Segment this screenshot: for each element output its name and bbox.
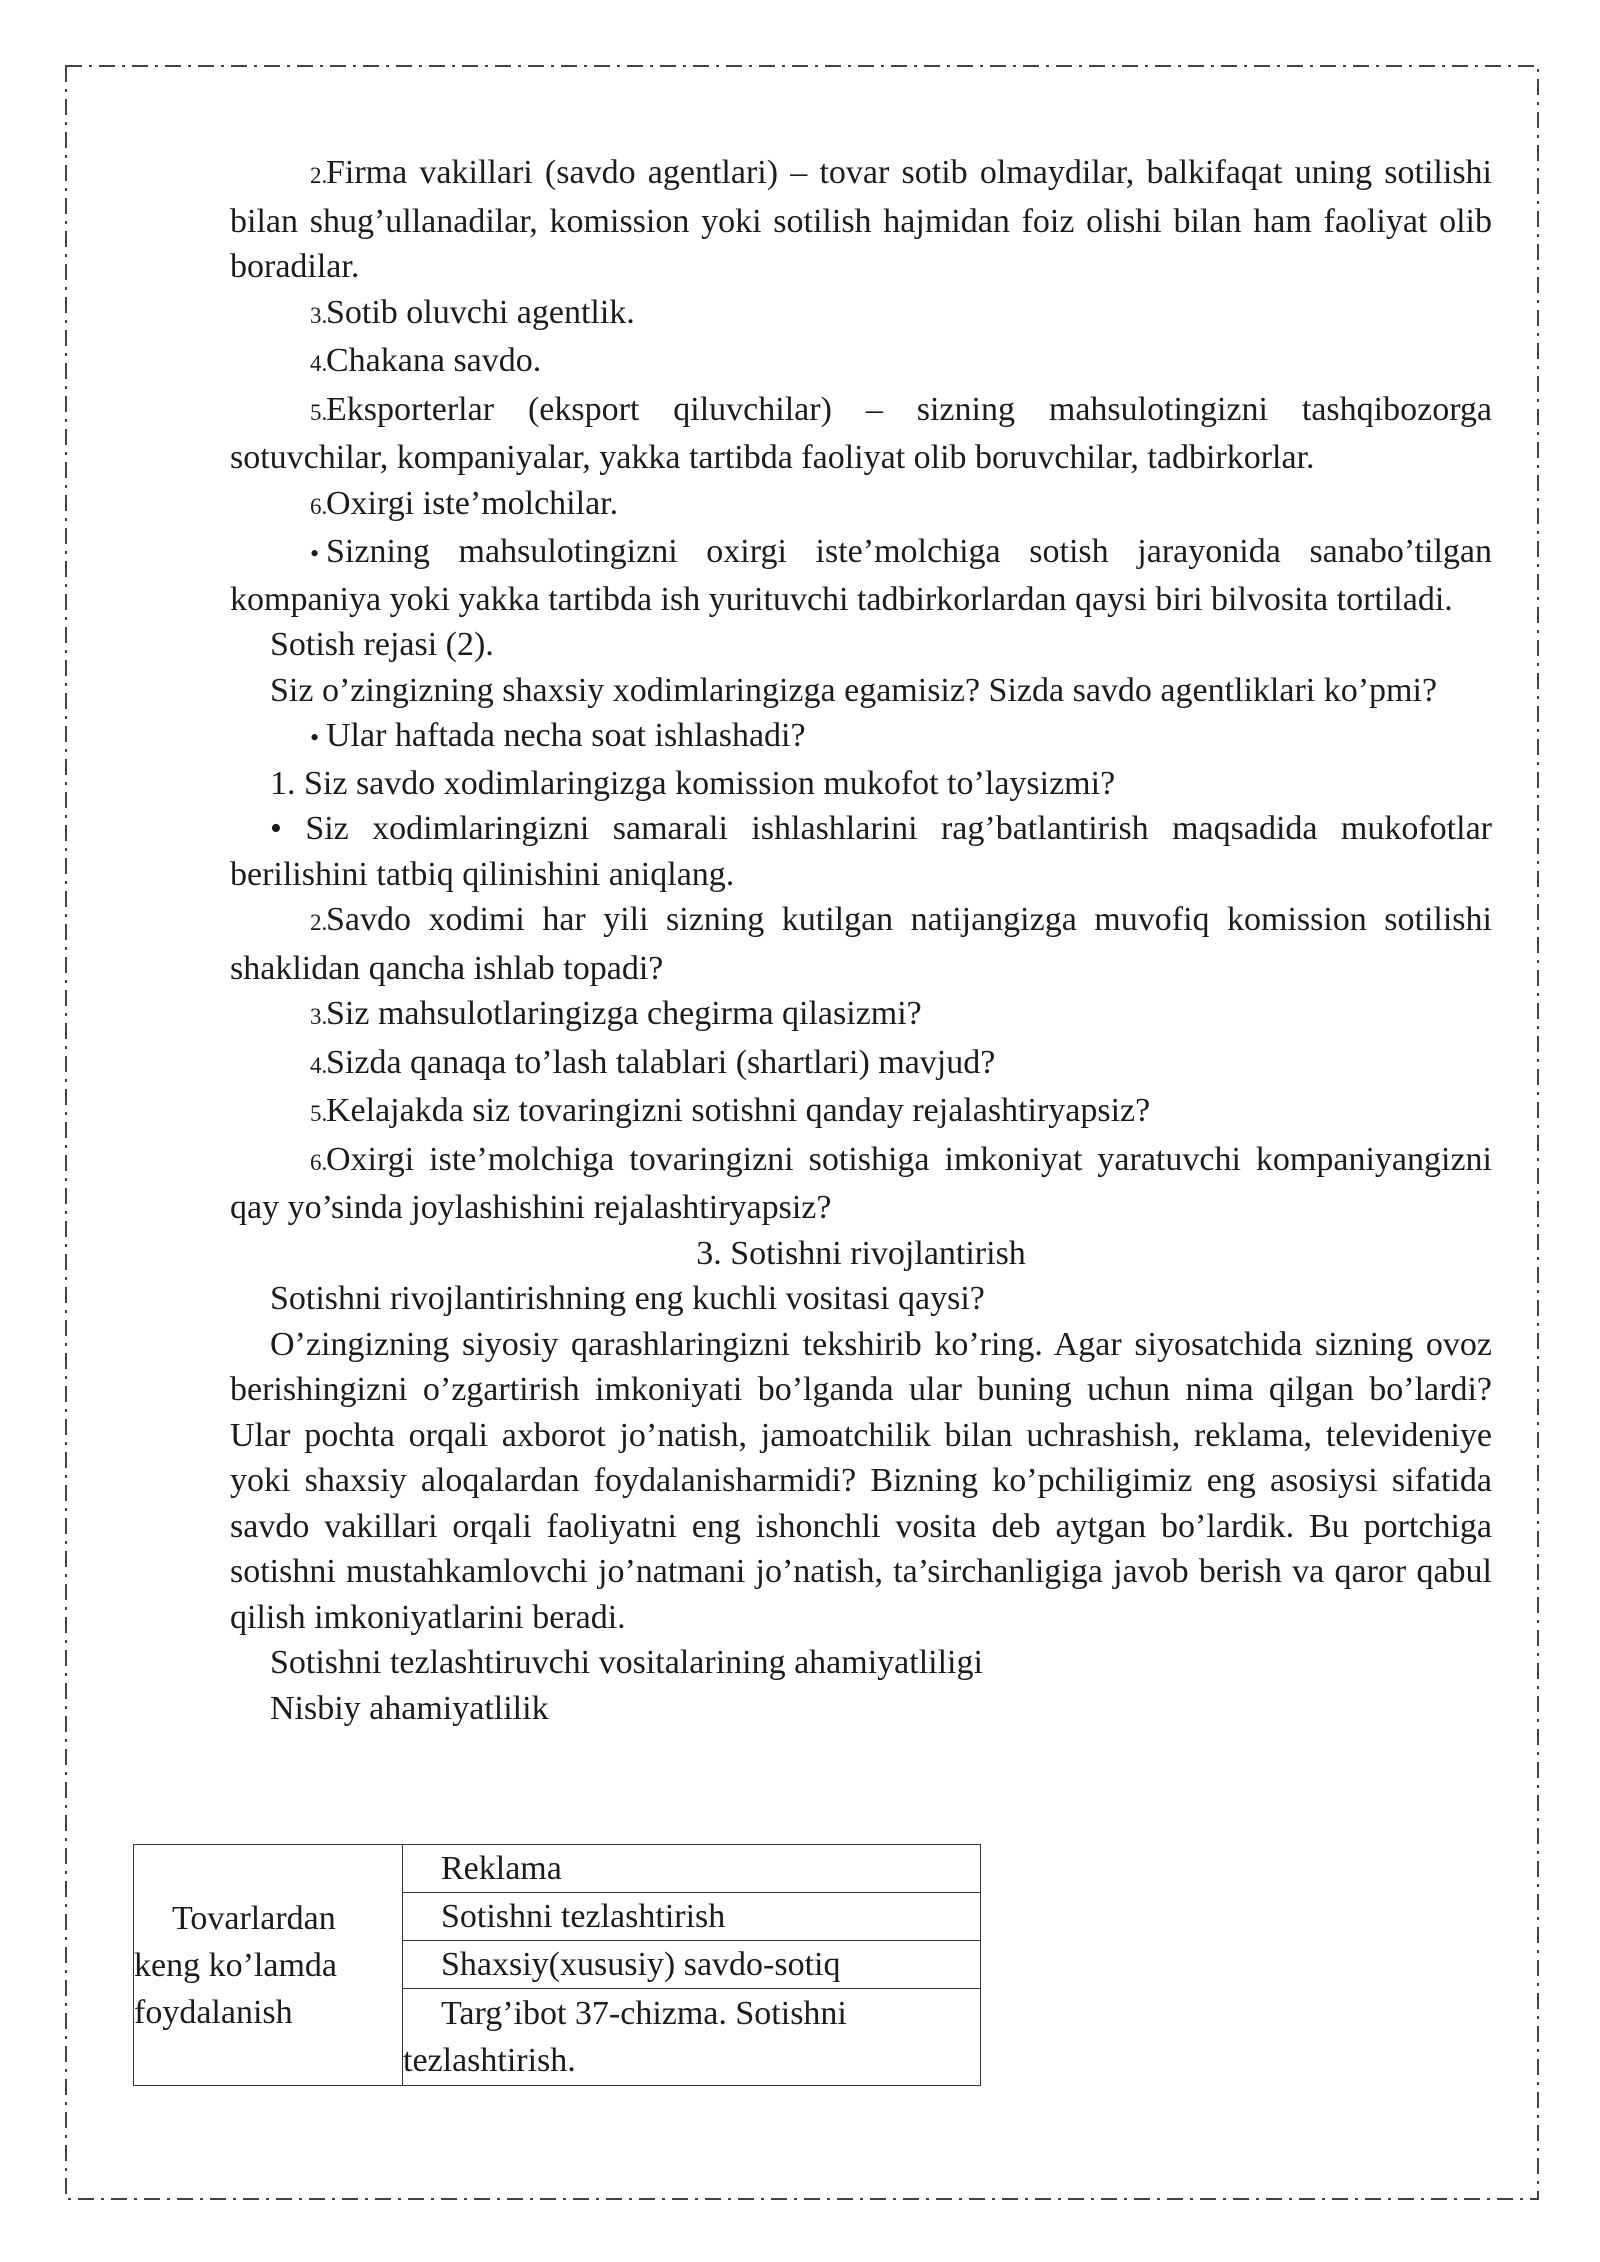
list-marker: 6. <box>310 493 328 519</box>
list-item-text: Kelajakda siz tovaringizni sotishni qanday rejalashtiryapsiz? <box>326 1092 1151 1129</box>
list-item <box>230 1040 1492 1089</box>
list-item <box>230 338 1492 387</box>
paragraph: Siz o’zingizning shaxsiy xodimlaringizga egamisiz? Sizda savdo agentliklari ko’pmi? <box>270 671 1438 709</box>
list-marker: 2. <box>310 910 328 935</box>
list-marker: 5. <box>310 1101 328 1126</box>
list-item <box>230 991 1492 1040</box>
list-item <box>230 897 1492 991</box>
paragraph: O’zingizning siyosiy qarashlaringizni tekshirib ko’ring. Agar siyosatchida sizning ovoz berishingizni o’zgartirish imkoniyati bo’lganda ular buning uchun nima qilgan bo’lardi? Ular pochta orqali axborot jo’natish, jamoatchilik bilan uchrashish, reklama, televideniye yoki shaxsiy aloqalardan foydalanisharmidi? Bizning ko’pchiligimiz eng asosiysi sifatida savdo vakillari orqali faoliyatni eng ishonchli vosita deb aytgan bo’lardik. Bu portchiga sotishni mustahkamlovchi jo’natmani jo’natish, ta’sirchanligiga javob berish va qaror qabul qilish imkoniyatlarini beradi. <box>230 1325 1492 1636</box>
paragraph: Nisbiy ahamiyatlilik <box>270 1689 549 1727</box>
list-item-text: Eksporterlar (eksport qiluvchilar) – sizning mahsulotingizni tashqibozorga sotuvchilar, kompaniyalar, yakka tartibda faoliyat olib boruvchilar, tadbirkorlar. <box>230 390 1492 476</box>
table-cell: Shaxsiy(xususiy) savdo-sotiq <box>403 1941 981 1989</box>
bullet-item-text: Sizning mahsulotingizni oxirgi iste’molchiga sotish jarayonida sanabo’tilgan kompaniya yoki yakka tartibda ish yurituvchi tadbirkorlardan qaysi biri bilvosita tortiladi. <box>230 533 1492 618</box>
list-marker: 3. <box>310 1004 328 1029</box>
list-item-text: Firma vakillari (savdo agentlari) – tovar sotib olmaydilar, balkifaqat uning sotilishi bilan shug’ullanadilar, komission yoki sotilish hajmidan foiz olishi bilan ham faoliyat olib boradilar. <box>230 154 1492 285</box>
table-row <box>134 1845 981 1893</box>
list-item-text: Chakana savdo. <box>326 342 542 379</box>
bullet-marker: • <box>310 723 320 752</box>
table-left-cell: Tovarlardan keng ko’lamda foydalanish <box>134 1845 403 2086</box>
list-item-text: Oxirgi iste’molchilar. <box>326 484 619 522</box>
bullet-item-text: Ular haftada necha soat ishlashadi? <box>326 717 806 754</box>
list-item <box>230 1137 1492 1231</box>
list-item-text: Sizda qanaqa to’lash talablari (shartlari) mavjud? <box>326 1043 996 1081</box>
section-heading: 3. Sotishni rivojlantirish <box>696 1234 1026 1272</box>
list-item <box>230 290 1492 339</box>
table-cell: Sotishni tezlashtirish <box>403 1893 981 1941</box>
list-item-text: Oxirgi iste’molchiga tovaringizni sotishiga imkoniyat yaratuvchi kompaniyangizni qay yo’sinda joylashishini rejalashtiryapsiz? <box>230 1140 1492 1226</box>
list-marker: 2. <box>310 163 328 188</box>
paragraph: • Siz xodimlaringizni samarali ishlashlarini rag’batlantirish maqsadida mukofotlar berilishini tatbiq qilinishini aniqlang. <box>230 810 1492 893</box>
bullet-marker: • <box>310 539 320 568</box>
table-cell: Reklama <box>403 1845 981 1893</box>
paragraph: Sotishni rivojlantirishning eng kuchli vositasi qaysi? <box>270 1280 985 1317</box>
bullet-item <box>230 713 1492 761</box>
list-marker: 5. <box>310 399 328 425</box>
list-item <box>230 387 1492 481</box>
list-item-text: Savdo xodimi har yili sizning kutilgan natijangizga muvofiq komission sotilishi shaklidan qancha ishlab topadi? <box>230 901 1492 987</box>
list-marker: 3. <box>310 302 328 328</box>
list-marker: 6. <box>310 1149 328 1175</box>
list-item <box>230 1088 1492 1137</box>
importance-table <box>133 1844 981 2086</box>
table-cell: Targ’ibot 37-chizma. Sotishni tezlashtirish. <box>403 1989 981 2086</box>
list-item <box>230 150 1492 290</box>
list-marker: 4. <box>310 351 328 376</box>
list-item <box>230 481 1492 530</box>
list-item-text: Sotib oluvchi agentlik. <box>326 293 635 331</box>
document-body <box>230 150 1492 1731</box>
bullet-item <box>230 529 1492 622</box>
paragraph: Sotish rejasi (2). <box>270 626 494 663</box>
list-marker: 4. <box>310 1052 328 1078</box>
paragraph: Sotishni tezlashtiruvchi vositalarining ahamiyatliligi <box>270 1644 983 1681</box>
list-item-text: Siz mahsulotlaringizga chegirma qilasizmi? <box>326 995 922 1032</box>
paragraph: 1. Siz savdo xodimlaringizga komission mukofot to’laysizmi? <box>270 764 1116 802</box>
